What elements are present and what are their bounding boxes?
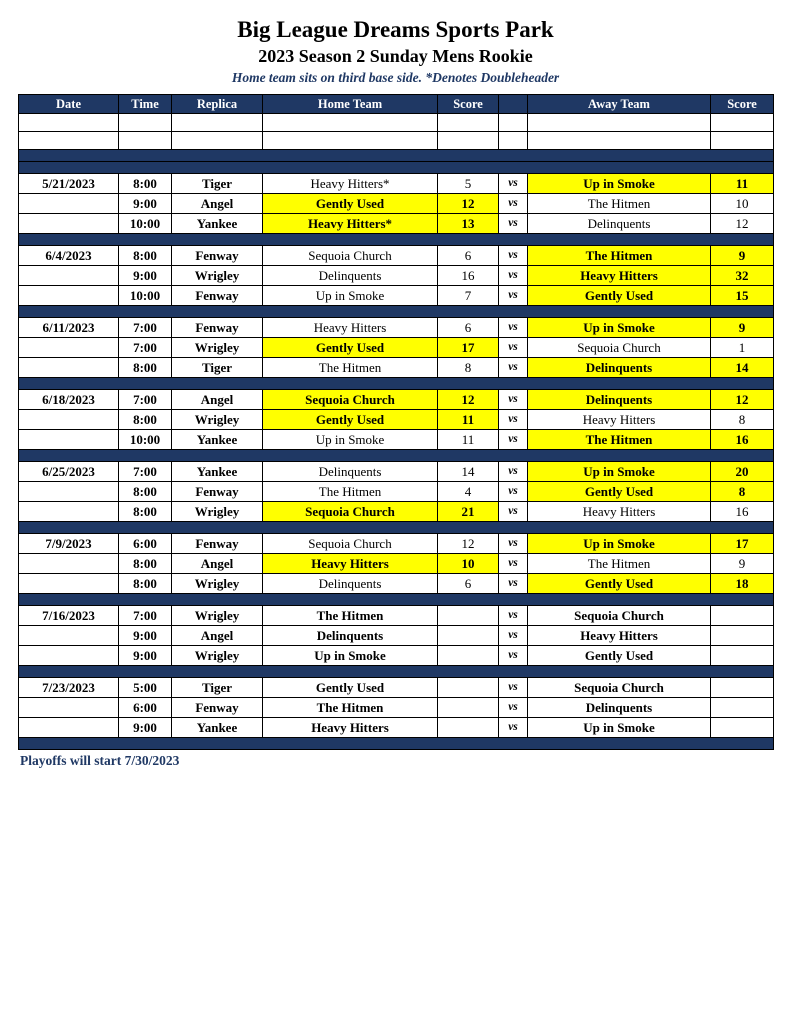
home-score-cell	[438, 718, 499, 738]
date-cell	[19, 358, 119, 378]
date-cell	[19, 194, 119, 214]
replica-cell: Angel	[172, 194, 263, 214]
away-score-cell: 9	[711, 318, 774, 338]
replica-cell: Yankee	[172, 462, 263, 482]
header-home-team: Home Team	[263, 95, 438, 114]
empty-replica-cell	[172, 132, 263, 150]
home-score-cell: 7	[438, 286, 499, 306]
away-team-cell: Sequoia Church	[528, 606, 711, 626]
schedule-table	[18, 94, 774, 750]
empty-row	[19, 114, 774, 132]
header-row	[19, 95, 774, 114]
header-vs	[499, 95, 528, 114]
away-score-cell: 11	[711, 174, 774, 194]
time-cell: 8:00	[119, 174, 172, 194]
empty-replica-cell	[172, 114, 263, 132]
home-score-cell: 13	[438, 214, 499, 234]
time-cell: 10:00	[119, 214, 172, 234]
replica-cell: Yankee	[172, 214, 263, 234]
date-cell	[19, 214, 119, 234]
game-row	[19, 174, 774, 194]
replica-cell: Yankee	[172, 430, 263, 450]
replica-cell: Angel	[172, 390, 263, 410]
replica-cell: Angel	[172, 626, 263, 646]
replica-cell: Fenway	[172, 482, 263, 502]
vs-cell: vs	[499, 430, 528, 450]
separator-row	[19, 378, 774, 390]
date-cell: 7/23/2023	[19, 678, 119, 698]
separator-row	[19, 738, 774, 750]
schedule-table-body	[19, 114, 774, 750]
vs-cell: vs	[499, 390, 528, 410]
home-team-cell: Gently Used	[263, 410, 438, 430]
replica-cell: Wrigley	[172, 266, 263, 286]
game-row	[19, 626, 774, 646]
home-team-note: Home team sits on third base side. *Denotes Doubleheader	[231, 70, 560, 86]
time-cell: 9:00	[119, 266, 172, 286]
away-team-cell: Heavy Hitters	[528, 502, 711, 522]
game-row	[19, 574, 774, 594]
empty-away-score-cell	[711, 132, 774, 150]
replica-cell: Wrigley	[172, 410, 263, 430]
home-team-cell: Delinquents	[263, 574, 438, 594]
vs-cell: vs	[499, 698, 528, 718]
away-score-cell	[711, 698, 774, 718]
playoffs-note: Playoffs will start 7/30/2023	[20, 753, 180, 769]
away-score-cell: 10	[711, 194, 774, 214]
vs-cell: vs	[499, 338, 528, 358]
away-team-cell: Sequoia Church	[528, 338, 711, 358]
replica-cell: Fenway	[172, 698, 263, 718]
page-title: Big League Dreams Sports Park	[237, 17, 554, 42]
empty-row	[19, 132, 774, 150]
vs-cell: vs	[499, 678, 528, 698]
date-cell	[19, 266, 119, 286]
empty-vs-cell	[499, 132, 528, 150]
time-cell: 8:00	[119, 574, 172, 594]
empty-away-score-cell	[711, 114, 774, 132]
away-team-cell: The Hitmen	[528, 554, 711, 574]
time-cell: 10:00	[119, 430, 172, 450]
empty-home-score-cell	[438, 132, 499, 150]
vs-cell: vs	[499, 174, 528, 194]
vs-cell: vs	[499, 462, 528, 482]
separator-cell	[19, 162, 774, 174]
home-team-cell: The Hitmen	[263, 606, 438, 626]
vs-cell: vs	[499, 318, 528, 338]
game-row	[19, 410, 774, 430]
away-team-cell: Gently Used	[528, 646, 711, 666]
date-cell: 7/16/2023	[19, 606, 119, 626]
game-row	[19, 462, 774, 482]
time-cell: 9:00	[119, 626, 172, 646]
game-row	[19, 606, 774, 626]
home-team-cell: Sequoia Church	[263, 390, 438, 410]
vs-cell: vs	[499, 266, 528, 286]
away-team-cell: Delinquents	[528, 214, 711, 234]
home-team-cell: The Hitmen	[263, 482, 438, 502]
empty-away-team-cell	[528, 114, 711, 132]
game-row	[19, 554, 774, 574]
away-score-cell: 32	[711, 266, 774, 286]
away-team-cell: Up in Smoke	[528, 534, 711, 554]
away-team-cell: Heavy Hitters	[528, 410, 711, 430]
away-team-cell: The Hitmen	[528, 194, 711, 214]
time-cell: 6:00	[119, 698, 172, 718]
header-date: Date	[19, 95, 119, 114]
home-team-cell: Sequoia Church	[263, 534, 438, 554]
home-team-cell: Delinquents	[263, 626, 438, 646]
away-score-cell: 12	[711, 390, 774, 410]
empty-home-team-cell	[263, 114, 438, 132]
away-team-cell: Gently Used	[528, 286, 711, 306]
time-cell: 9:00	[119, 718, 172, 738]
time-cell: 9:00	[119, 646, 172, 666]
game-row	[19, 646, 774, 666]
separator-cell	[19, 738, 774, 750]
home-team-cell: Delinquents	[263, 462, 438, 482]
away-score-cell	[711, 606, 774, 626]
vs-cell: vs	[499, 286, 528, 306]
date-cell	[19, 554, 119, 574]
vs-cell: vs	[499, 534, 528, 554]
date-cell	[19, 646, 119, 666]
home-score-cell: 6	[438, 246, 499, 266]
home-team-cell: Heavy Hitters	[263, 554, 438, 574]
time-cell: 8:00	[119, 358, 172, 378]
date-cell: 6/4/2023	[19, 246, 119, 266]
away-team-cell: Delinquents	[528, 698, 711, 718]
away-score-cell: 15	[711, 286, 774, 306]
home-score-cell: 12	[438, 390, 499, 410]
separator-row	[19, 306, 774, 318]
away-score-cell: 17	[711, 534, 774, 554]
separator-cell	[19, 234, 774, 246]
game-row	[19, 194, 774, 214]
home-team-cell: Up in Smoke	[263, 646, 438, 666]
date-cell: 5/21/2023	[19, 174, 119, 194]
away-score-cell	[711, 646, 774, 666]
away-team-cell: Gently Used	[528, 482, 711, 502]
away-score-cell: 8	[711, 410, 774, 430]
away-team-cell: Delinquents	[528, 358, 711, 378]
replica-cell: Fenway	[172, 534, 263, 554]
time-cell: 6:00	[119, 534, 172, 554]
replica-cell: Yankee	[172, 718, 263, 738]
separator-row	[19, 666, 774, 678]
date-cell: 6/18/2023	[19, 390, 119, 410]
away-team-cell: Up in Smoke	[528, 318, 711, 338]
separator-row	[19, 162, 774, 174]
time-cell: 7:00	[119, 390, 172, 410]
date-cell	[19, 410, 119, 430]
home-score-cell: 16	[438, 266, 499, 286]
vs-cell: vs	[499, 646, 528, 666]
vs-cell: vs	[499, 410, 528, 430]
home-team-cell: The Hitmen	[263, 698, 438, 718]
separator-cell	[19, 666, 774, 678]
home-score-cell	[438, 606, 499, 626]
away-team-cell: The Hitmen	[528, 246, 711, 266]
home-score-cell: 11	[438, 430, 499, 450]
away-score-cell: 8	[711, 482, 774, 502]
home-team-cell: Sequoia Church	[263, 502, 438, 522]
time-cell: 9:00	[119, 194, 172, 214]
away-team-cell: Up in Smoke	[528, 462, 711, 482]
away-score-cell: 14	[711, 358, 774, 378]
vs-cell: vs	[499, 502, 528, 522]
home-score-cell: 6	[438, 574, 499, 594]
time-cell: 7:00	[119, 318, 172, 338]
empty-home-team-cell	[263, 132, 438, 150]
game-row	[19, 358, 774, 378]
game-row	[19, 430, 774, 450]
replica-cell: Wrigley	[172, 574, 263, 594]
replica-cell: Wrigley	[172, 646, 263, 666]
time-cell: 7:00	[119, 338, 172, 358]
date-cell	[19, 718, 119, 738]
vs-cell: vs	[499, 482, 528, 502]
away-score-cell	[711, 626, 774, 646]
away-score-cell	[711, 678, 774, 698]
away-team-cell: The Hitmen	[528, 430, 711, 450]
date-cell	[19, 574, 119, 594]
game-row	[19, 502, 774, 522]
away-score-cell: 9	[711, 246, 774, 266]
home-score-cell	[438, 646, 499, 666]
replica-cell: Tiger	[172, 174, 263, 194]
separator-row	[19, 234, 774, 246]
home-team-cell: Up in Smoke	[263, 430, 438, 450]
away-team-cell: Heavy Hitters	[528, 266, 711, 286]
replica-cell: Fenway	[172, 246, 263, 266]
home-team-cell: Gently Used	[263, 194, 438, 214]
separator-row	[19, 450, 774, 462]
empty-away-team-cell	[528, 132, 711, 150]
home-team-cell: Delinquents	[263, 266, 438, 286]
game-row	[19, 678, 774, 698]
home-score-cell: 21	[438, 502, 499, 522]
replica-cell: Wrigley	[172, 606, 263, 626]
home-team-cell: Sequoia Church	[263, 246, 438, 266]
vs-cell: vs	[499, 718, 528, 738]
away-score-cell: 16	[711, 502, 774, 522]
date-cell: 7/9/2023	[19, 534, 119, 554]
time-cell: 8:00	[119, 554, 172, 574]
replica-cell: Wrigley	[172, 338, 263, 358]
time-cell: 8:00	[119, 482, 172, 502]
vs-cell: vs	[499, 194, 528, 214]
home-score-cell: 12	[438, 534, 499, 554]
date-cell	[19, 626, 119, 646]
home-score-cell: 12	[438, 194, 499, 214]
game-row	[19, 390, 774, 410]
time-cell: 7:00	[119, 462, 172, 482]
header-replica: Replica	[172, 95, 263, 114]
separator-cell	[19, 378, 774, 390]
replica-cell: Fenway	[172, 318, 263, 338]
game-row	[19, 266, 774, 286]
separator-cell	[19, 450, 774, 462]
replica-cell: Wrigley	[172, 502, 263, 522]
empty-time-cell	[119, 114, 172, 132]
away-team-cell: Gently Used	[528, 574, 711, 594]
vs-cell: vs	[499, 214, 528, 234]
home-team-cell: Heavy Hitters*	[263, 214, 438, 234]
date-cell	[19, 430, 119, 450]
header-home-score: Score	[438, 95, 499, 114]
away-score-cell: 20	[711, 462, 774, 482]
empty-time-cell	[119, 132, 172, 150]
away-score-cell: 18	[711, 574, 774, 594]
date-cell	[19, 338, 119, 358]
time-cell: 10:00	[119, 286, 172, 306]
home-score-cell: 17	[438, 338, 499, 358]
empty-vs-cell	[499, 114, 528, 132]
vs-cell: vs	[499, 358, 528, 378]
vs-cell: vs	[499, 626, 528, 646]
vs-cell: vs	[499, 606, 528, 626]
game-row	[19, 214, 774, 234]
empty-date-cell	[19, 114, 119, 132]
away-score-cell: 16	[711, 430, 774, 450]
separator-row	[19, 150, 774, 162]
home-team-cell: Gently Used	[263, 338, 438, 358]
time-cell: 7:00	[119, 606, 172, 626]
home-team-cell: Up in Smoke	[263, 286, 438, 306]
home-team-cell: The Hitmen	[263, 358, 438, 378]
home-score-cell: 4	[438, 482, 499, 502]
time-cell: 8:00	[119, 410, 172, 430]
page-subtitle: 2023 Season 2 Sunday Mens Rookie	[258, 45, 533, 66]
date-cell	[19, 698, 119, 718]
home-score-cell	[438, 698, 499, 718]
home-score-cell: 10	[438, 554, 499, 574]
replica-cell: Tiger	[172, 358, 263, 378]
date-cell	[19, 502, 119, 522]
game-row	[19, 698, 774, 718]
empty-home-score-cell	[438, 114, 499, 132]
game-row	[19, 286, 774, 306]
away-score-cell: 12	[711, 214, 774, 234]
away-team-cell: Sequoia Church	[528, 678, 711, 698]
time-cell: 5:00	[119, 678, 172, 698]
game-row	[19, 482, 774, 502]
game-row	[19, 246, 774, 266]
time-cell: 8:00	[119, 502, 172, 522]
separator-cell	[19, 522, 774, 534]
vs-cell: vs	[499, 246, 528, 266]
game-row	[19, 718, 774, 738]
header-time: Time	[119, 95, 172, 114]
away-team-cell: Delinquents	[528, 390, 711, 410]
separator-cell	[19, 594, 774, 606]
home-team-cell: Heavy Hitters*	[263, 174, 438, 194]
game-row	[19, 534, 774, 554]
home-score-cell: 8	[438, 358, 499, 378]
game-row	[19, 318, 774, 338]
away-team-cell: Up in Smoke	[528, 174, 711, 194]
away-team-cell: Heavy Hitters	[528, 626, 711, 646]
home-score-cell	[438, 626, 499, 646]
vs-cell: vs	[499, 574, 528, 594]
home-score-cell: 11	[438, 410, 499, 430]
replica-cell: Tiger	[172, 678, 263, 698]
home-score-cell: 14	[438, 462, 499, 482]
away-score-cell: 1	[711, 338, 774, 358]
away-team-cell: Up in Smoke	[528, 718, 711, 738]
home-score-cell: 5	[438, 174, 499, 194]
away-score-cell: 9	[711, 554, 774, 574]
time-cell: 8:00	[119, 246, 172, 266]
vs-cell: vs	[499, 554, 528, 574]
separator-row	[19, 522, 774, 534]
date-cell	[19, 482, 119, 502]
empty-date-cell	[19, 132, 119, 150]
replica-cell: Fenway	[172, 286, 263, 306]
home-team-cell: Heavy Hitters	[263, 718, 438, 738]
date-cell: 6/11/2023	[19, 318, 119, 338]
game-row	[19, 338, 774, 358]
away-score-cell	[711, 718, 774, 738]
header-away-team: Away Team	[528, 95, 711, 114]
separator-cell	[19, 150, 774, 162]
home-score-cell: 6	[438, 318, 499, 338]
header-away-score: Score	[711, 95, 774, 114]
home-team-cell: Gently Used	[263, 678, 438, 698]
home-score-cell	[438, 678, 499, 698]
separator-row	[19, 594, 774, 606]
replica-cell: Angel	[172, 554, 263, 574]
home-team-cell: Heavy Hitters	[263, 318, 438, 338]
date-cell	[19, 286, 119, 306]
date-cell: 6/25/2023	[19, 462, 119, 482]
separator-cell	[19, 306, 774, 318]
